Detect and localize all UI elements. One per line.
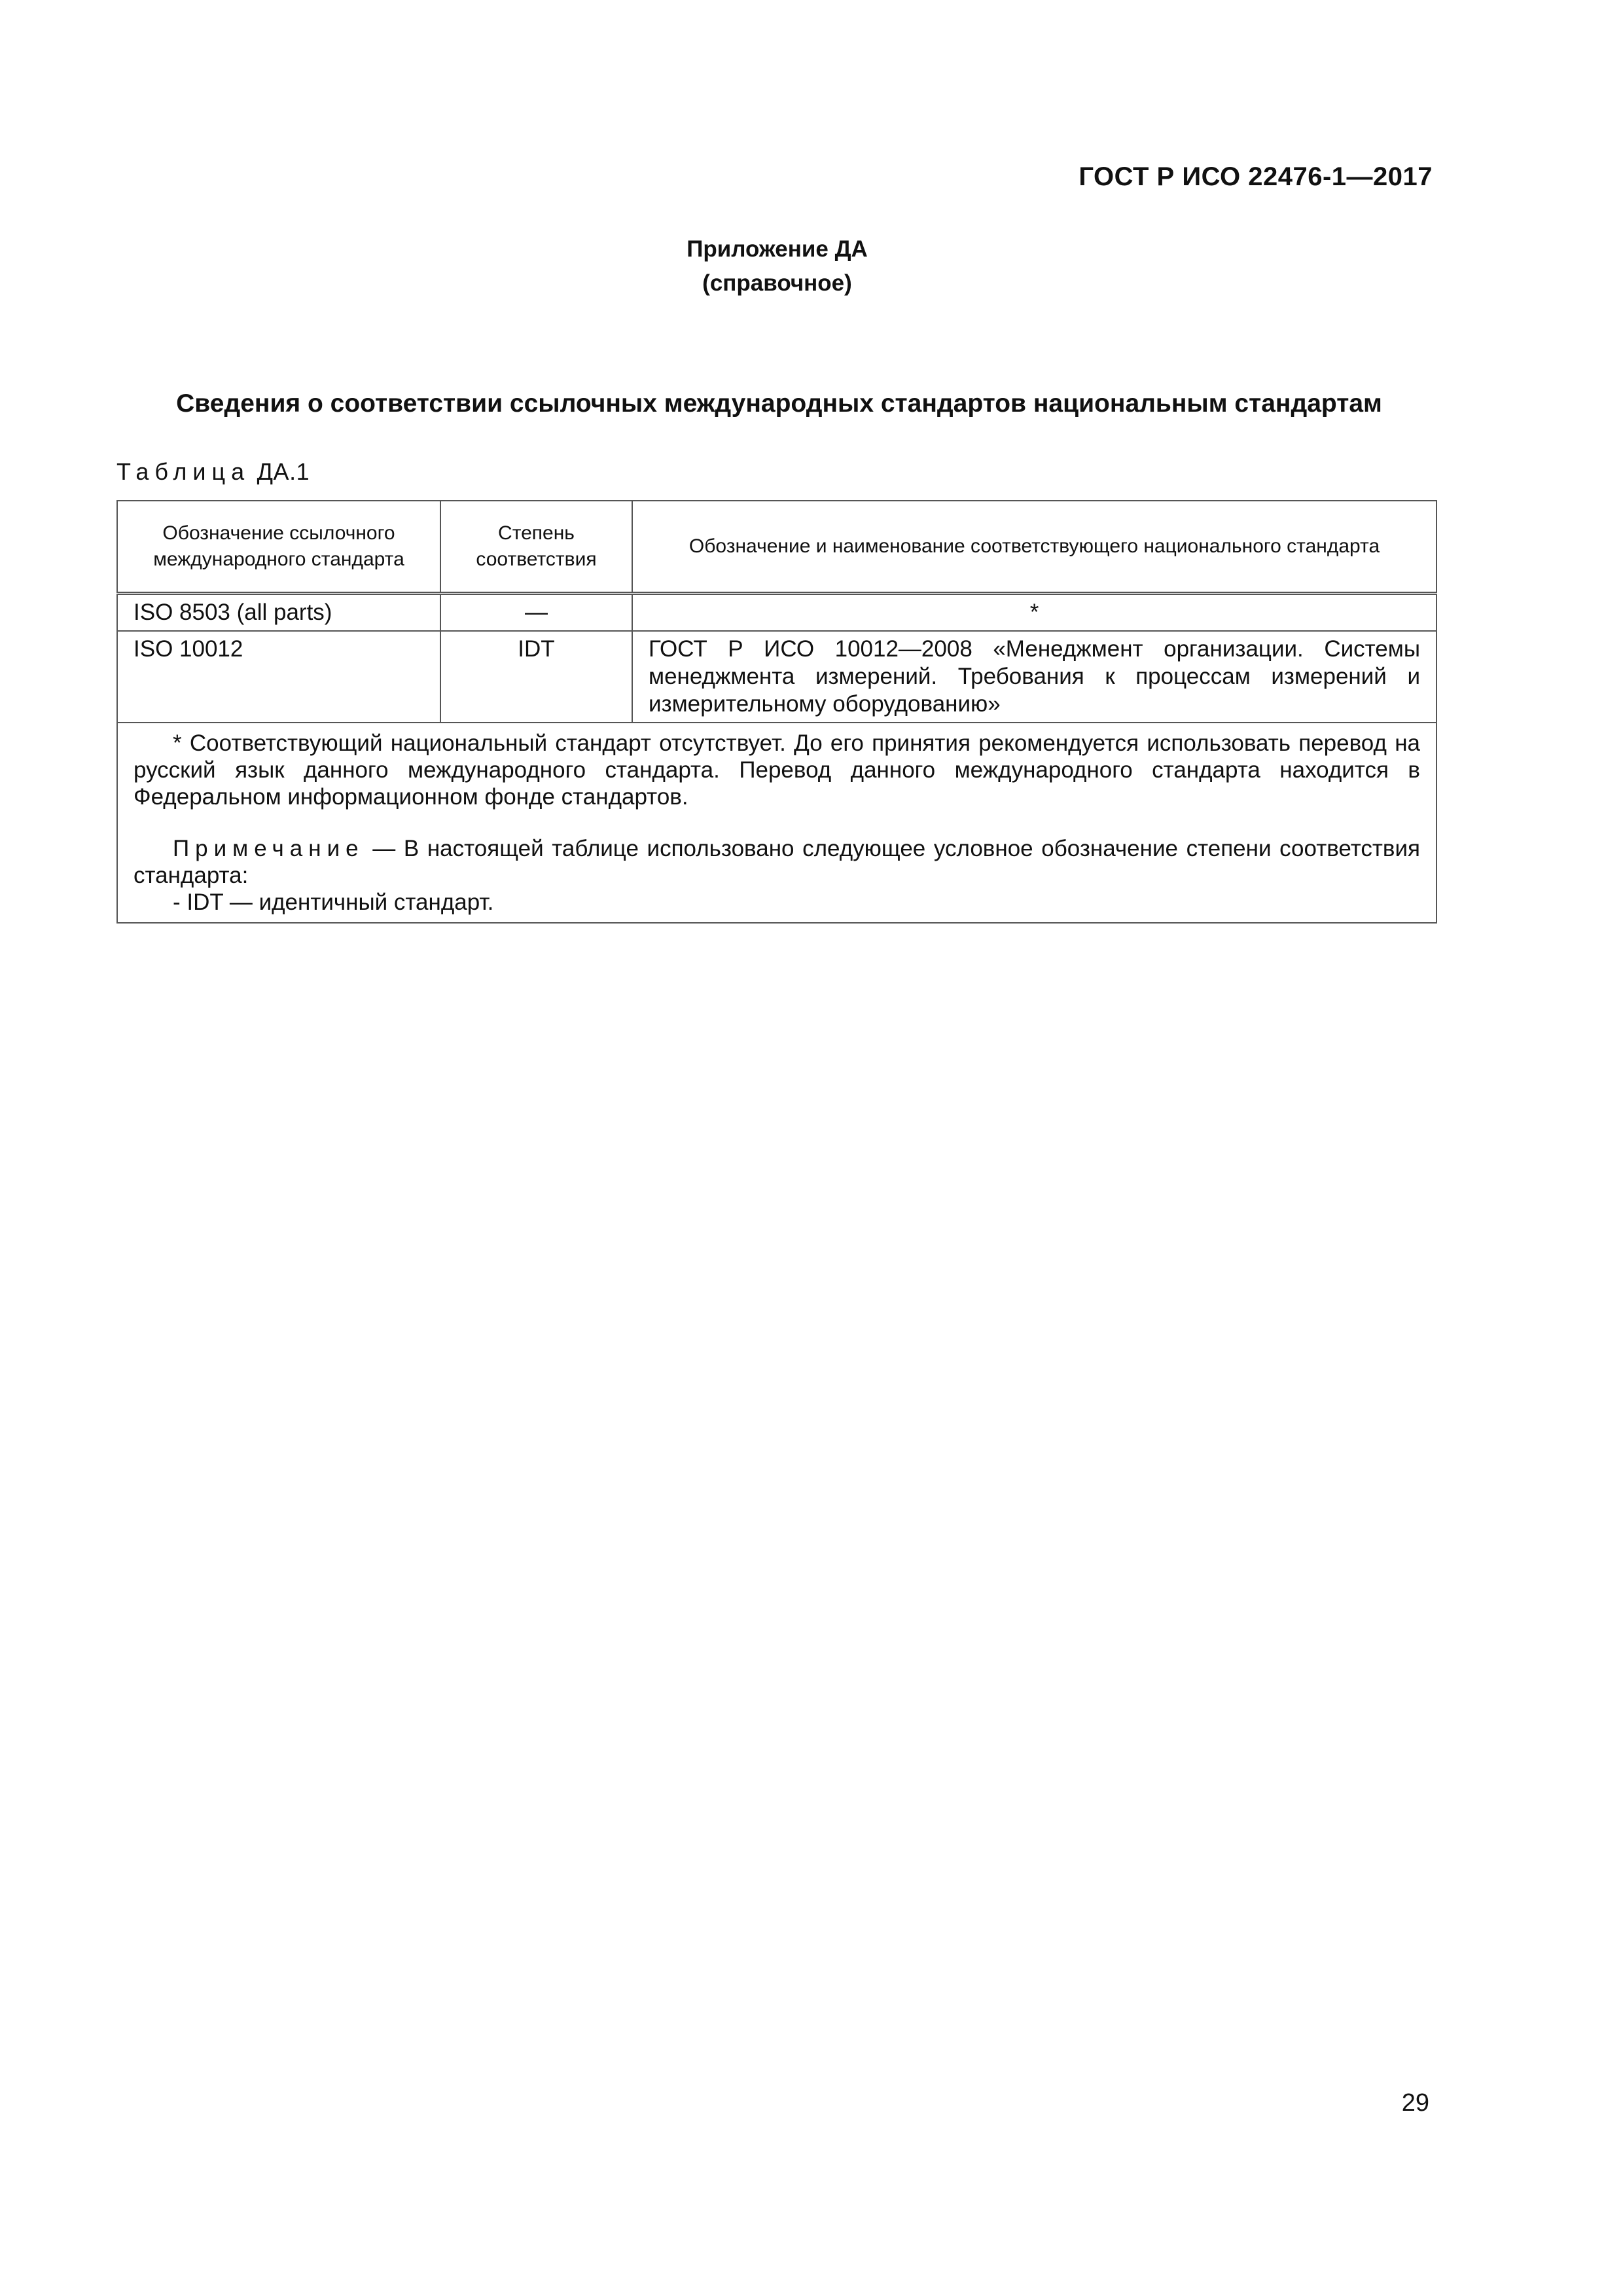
note-label: Примечание: [173, 836, 365, 861]
note-item: - IDT — идентичный стандарт.: [173, 889, 494, 915]
table-footnote-row: [117, 723, 1436, 923]
cell-national-standard: *: [632, 594, 1436, 632]
table-footnote-cell: [117, 723, 1436, 923]
header-intl-standard: Обозначение ссылочного международного стандарта: [117, 501, 440, 594]
section-title: Сведения о соответствии ссылочных международных стандартов национальным стандартам: [176, 389, 1382, 418]
cell-intl-standard: ISO 8503 (all parts): [117, 594, 440, 632]
cell-national-standard: ГОСТ Р ИСО 10012—2008 «Менеджмент организации. Системы менеджмента измерений. Требования к процессам измерений и измерительному оборудованию»: [632, 631, 1436, 723]
table-caption: [116, 458, 310, 486]
footnote-text: * Соответствующий национальный стандарт отсутствует. До его принятия рекомендуется использовать перевод на русский язык данного международного стандарта. Перевод данного международного стандарта находится в Федеральном информационном фонде стандартов.: [134, 730, 1420, 810]
table-caption-label: Таблица: [116, 458, 251, 485]
table-note: [134, 835, 1420, 889]
page-number: 29: [1401, 2089, 1429, 2117]
note-text: — В настоящей таблице использовано следующее условное обозначение степени соответствия стандарта:: [134, 836, 1420, 888]
cell-intl-standard: ISO 10012: [117, 631, 440, 723]
header-national-standard: Обозначение и наименование соответствующего национального стандарта: [632, 501, 1436, 594]
table-header-row: [117, 501, 1436, 594]
annex-type: (справочное): [702, 270, 852, 296]
annex-heading: [0, 232, 1554, 300]
table-row: [117, 594, 1436, 632]
cell-degree: —: [440, 594, 632, 632]
cell-degree: IDT: [440, 631, 632, 723]
table-row: [117, 631, 1436, 723]
table-caption-number: ДА.1: [257, 458, 310, 485]
document-code: ГОСТ Р ИСО 22476-1—2017: [1079, 162, 1433, 191]
annex-title: Приложение ДА: [687, 236, 868, 262]
header-degree: Степень соответствия: [440, 501, 632, 594]
correspondence-table: [116, 500, 1437, 924]
